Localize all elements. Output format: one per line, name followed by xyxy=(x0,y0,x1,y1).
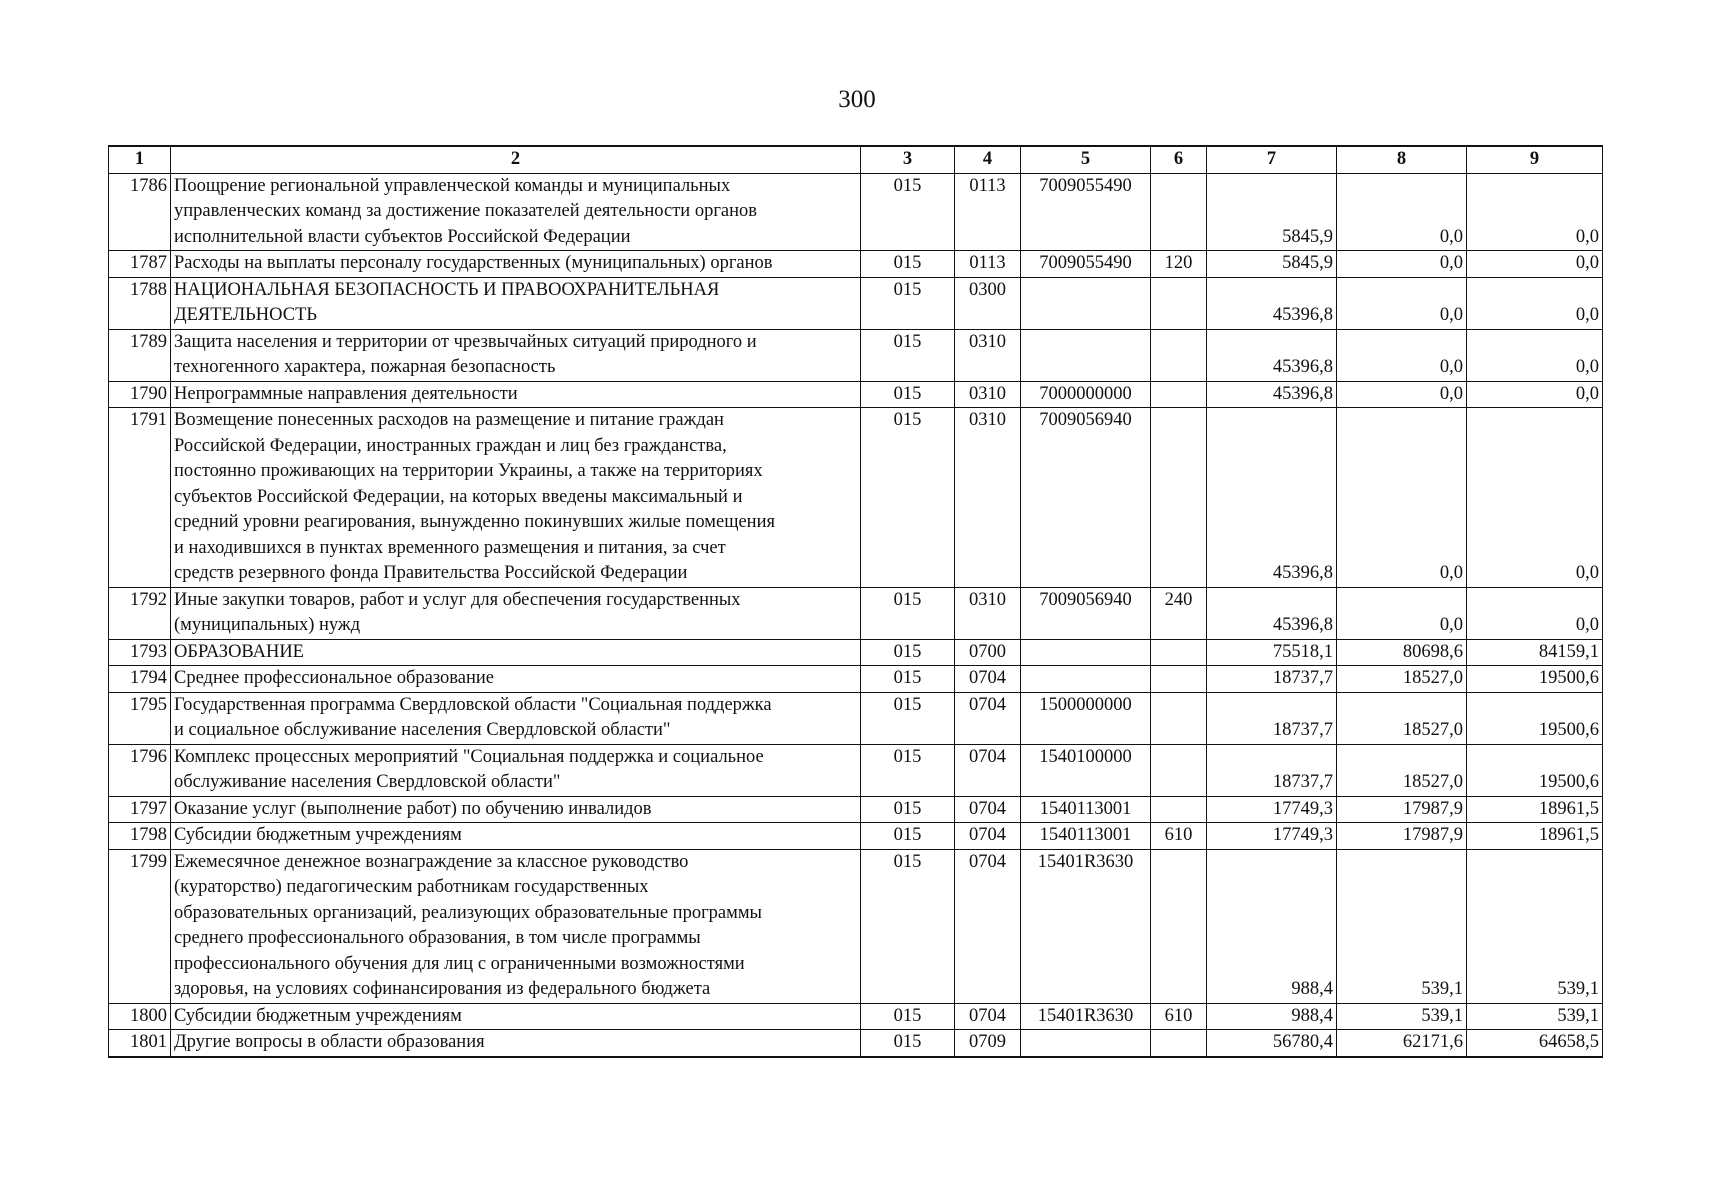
row-section-code: 0113 xyxy=(955,251,1021,278)
column-header: 5 xyxy=(1021,146,1151,173)
row-amount-col8: 0,0 xyxy=(1337,587,1467,639)
row-amount-col9: 19500,6 xyxy=(1467,744,1603,796)
row-amount-col7: 45396,8 xyxy=(1207,329,1337,381)
row-amount-col8: 0,0 xyxy=(1337,277,1467,329)
row-amount-col9: 84159,1 xyxy=(1467,639,1603,666)
row-number: 1793 xyxy=(109,639,171,666)
row-section-code: 0704 xyxy=(955,666,1021,693)
row-section-code: 0704 xyxy=(955,849,1021,1003)
row-description: Оказание услуг (выполнение работ) по обучению инвалидов xyxy=(171,796,861,823)
table-row xyxy=(109,1030,1603,1057)
row-expense-type: 610 xyxy=(1151,823,1207,850)
row-expense-type: 120 xyxy=(1151,251,1207,278)
row-expense-type xyxy=(1151,639,1207,666)
row-description: Возмещение понесенных расходов на размещение и питание граждан Российской Федерации, иностранных граждан и лиц без гражданства, постоянно проживающих на территории Украины, а также на территориях субъектов Российской Федерации, на которых введены максимальный и средний уровни реагирования, вынужденно покинувших жилые помещения и находившихся в пунктах временного размещения и питания, за счет средств резервного фонда Правительства Российской Федерации xyxy=(171,408,861,588)
row-expense-type xyxy=(1151,744,1207,796)
row-description: Субсидии бюджетным учреждениям xyxy=(171,823,861,850)
row-amount-col9: 0,0 xyxy=(1467,173,1603,251)
column-header: 1 xyxy=(109,146,171,173)
row-description: Комплекс процессных мероприятий "Социальная поддержка и социальное обслуживание населения Свердловской области" xyxy=(171,744,861,796)
row-expense-type xyxy=(1151,381,1207,408)
table-row xyxy=(109,1003,1603,1030)
row-amount-col8: 17987,9 xyxy=(1337,823,1467,850)
row-section-code: 0704 xyxy=(955,692,1021,744)
row-admin-code: 015 xyxy=(861,251,955,278)
budget-table xyxy=(108,145,1603,1058)
row-amount-col8: 539,1 xyxy=(1337,849,1467,1003)
row-admin-code: 015 xyxy=(861,408,955,588)
row-number: 1794 xyxy=(109,666,171,693)
row-admin-code: 015 xyxy=(861,329,955,381)
row-amount-col7: 18737,7 xyxy=(1207,744,1337,796)
column-header: 9 xyxy=(1467,146,1603,173)
row-amount-col8: 0,0 xyxy=(1337,173,1467,251)
row-amount-col7: 988,4 xyxy=(1207,849,1337,1003)
row-amount-col9: 0,0 xyxy=(1467,251,1603,278)
row-admin-code: 015 xyxy=(861,639,955,666)
row-description: Ежемесячное денежное вознаграждение за классное руководство (кураторство) педагогическим работникам государственных образовательных организаций, реализующих образовательные программы среднего профессионального образования, в том числе программы профессионального обучения для лиц с ограниченными возможностями здоровья, на условиях софинансирования из федерального бюджета xyxy=(171,849,861,1003)
row-section-code: 0310 xyxy=(955,381,1021,408)
row-amount-col9: 0,0 xyxy=(1467,329,1603,381)
table-row xyxy=(109,251,1603,278)
row-expense-type xyxy=(1151,666,1207,693)
row-description: Непрограммные направления деятельности xyxy=(171,381,861,408)
row-target-code: 15401R3630 xyxy=(1021,849,1151,1003)
row-target-code xyxy=(1021,666,1151,693)
row-description: Поощрение региональной управленческой команды и муниципальных управленческих команд за достижение показателей деятельности органов исполнительной власти субъектов Российской Федерации xyxy=(171,173,861,251)
row-number: 1792 xyxy=(109,587,171,639)
row-amount-col7: 56780,4 xyxy=(1207,1030,1337,1057)
row-admin-code: 015 xyxy=(861,173,955,251)
row-description: Расходы на выплаты персоналу государственных (муниципальных) органов xyxy=(171,251,861,278)
row-number: 1797 xyxy=(109,796,171,823)
row-amount-col9: 19500,6 xyxy=(1467,692,1603,744)
row-number: 1789 xyxy=(109,329,171,381)
table-row xyxy=(109,744,1603,796)
table-row xyxy=(109,277,1603,329)
row-admin-code: 015 xyxy=(861,744,955,796)
row-target-code: 15401R3630 xyxy=(1021,1003,1151,1030)
row-amount-col7: 75518,1 xyxy=(1207,639,1337,666)
row-expense-type xyxy=(1151,329,1207,381)
row-amount-col8: 0,0 xyxy=(1337,381,1467,408)
row-number: 1798 xyxy=(109,823,171,850)
row-amount-col7: 45396,8 xyxy=(1207,408,1337,588)
row-number: 1791 xyxy=(109,408,171,588)
row-amount-col9: 539,1 xyxy=(1467,849,1603,1003)
row-expense-type xyxy=(1151,692,1207,744)
row-number: 1799 xyxy=(109,849,171,1003)
row-number: 1795 xyxy=(109,692,171,744)
row-target-code: 7009056940 xyxy=(1021,587,1151,639)
row-section-code: 0704 xyxy=(955,823,1021,850)
row-description: Государственная программа Свердловской области "Социальная поддержка и социальное обслуживание населения Свердловской области" xyxy=(171,692,861,744)
row-target-code: 7000000000 xyxy=(1021,381,1151,408)
row-amount-col8: 18527,0 xyxy=(1337,666,1467,693)
row-admin-code: 015 xyxy=(861,1030,955,1057)
row-description: Субсидии бюджетным учреждениям xyxy=(171,1003,861,1030)
row-admin-code: 015 xyxy=(861,587,955,639)
table-row xyxy=(109,692,1603,744)
row-section-code: 0704 xyxy=(955,796,1021,823)
column-header: 3 xyxy=(861,146,955,173)
row-admin-code: 015 xyxy=(861,692,955,744)
row-amount-col8: 62171,6 xyxy=(1337,1030,1467,1057)
header-row xyxy=(109,146,1603,173)
table-row xyxy=(109,408,1603,588)
row-amount-col7: 5845,9 xyxy=(1207,251,1337,278)
column-header: 2 xyxy=(171,146,861,173)
row-target-code: 7009056940 xyxy=(1021,408,1151,588)
table-row xyxy=(109,329,1603,381)
row-amount-col9: 18961,5 xyxy=(1467,796,1603,823)
row-admin-code: 015 xyxy=(861,1003,955,1030)
row-number: 1800 xyxy=(109,1003,171,1030)
row-amount-col7: 988,4 xyxy=(1207,1003,1337,1030)
row-target-code xyxy=(1021,329,1151,381)
row-description: Среднее профессиональное образование xyxy=(171,666,861,693)
table-row xyxy=(109,823,1603,850)
row-amount-col9: 0,0 xyxy=(1467,277,1603,329)
row-section-code: 0113 xyxy=(955,173,1021,251)
table-row xyxy=(109,849,1603,1003)
row-target-code: 1540113001 xyxy=(1021,796,1151,823)
table-row xyxy=(109,587,1603,639)
row-amount-col7: 5845,9 xyxy=(1207,173,1337,251)
row-section-code: 0300 xyxy=(955,277,1021,329)
row-amount-col7: 45396,8 xyxy=(1207,587,1337,639)
row-admin-code: 015 xyxy=(861,823,955,850)
row-section-code: 0704 xyxy=(955,744,1021,796)
row-section-code: 0310 xyxy=(955,587,1021,639)
row-target-code xyxy=(1021,1030,1151,1057)
row-admin-code: 015 xyxy=(861,381,955,408)
row-description: НАЦИОНАЛЬНАЯ БЕЗОПАСНОСТЬ И ПРАВООХРАНИТЕЛЬНАЯ ДЕЯТЕЛЬНОСТЬ xyxy=(171,277,861,329)
table-row xyxy=(109,666,1603,693)
row-target-code xyxy=(1021,639,1151,666)
row-number: 1796 xyxy=(109,744,171,796)
row-description: Иные закупки товаров, работ и услуг для обеспечения государственных (муниципальных) нужд xyxy=(171,587,861,639)
row-expense-type: 610 xyxy=(1151,1003,1207,1030)
row-number: 1788 xyxy=(109,277,171,329)
row-number: 1790 xyxy=(109,381,171,408)
row-target-code: 1500000000 xyxy=(1021,692,1151,744)
page-number: 300 xyxy=(838,86,876,113)
row-amount-col7: 18737,7 xyxy=(1207,692,1337,744)
row-target-code: 7009055490 xyxy=(1021,173,1151,251)
row-expense-type xyxy=(1151,277,1207,329)
row-amount-col9: 0,0 xyxy=(1467,381,1603,408)
row-amount-col8: 0,0 xyxy=(1337,251,1467,278)
column-header: 4 xyxy=(955,146,1021,173)
row-number: 1786 xyxy=(109,173,171,251)
row-section-code: 0310 xyxy=(955,408,1021,588)
row-amount-col8: 0,0 xyxy=(1337,329,1467,381)
row-amount-col7: 18737,7 xyxy=(1207,666,1337,693)
row-admin-code: 015 xyxy=(861,277,955,329)
row-expense-type xyxy=(1151,849,1207,1003)
row-amount-col9: 19500,6 xyxy=(1467,666,1603,693)
row-description: ОБРАЗОВАНИЕ xyxy=(171,639,861,666)
table-row xyxy=(109,796,1603,823)
row-admin-code: 015 xyxy=(861,849,955,1003)
table-row xyxy=(109,381,1603,408)
row-amount-col7: 45396,8 xyxy=(1207,277,1337,329)
row-amount-col9: 539,1 xyxy=(1467,1003,1603,1030)
row-description: Другие вопросы в области образования xyxy=(171,1030,861,1057)
row-target-code xyxy=(1021,277,1151,329)
column-header: 6 xyxy=(1151,146,1207,173)
row-amount-col7: 17749,3 xyxy=(1207,823,1337,850)
row-target-code: 7009055490 xyxy=(1021,251,1151,278)
row-expense-type xyxy=(1151,796,1207,823)
row-amount-col7: 17749,3 xyxy=(1207,796,1337,823)
row-section-code: 0700 xyxy=(955,639,1021,666)
row-number: 1787 xyxy=(109,251,171,278)
row-expense-type xyxy=(1151,1030,1207,1057)
row-amount-col9: 0,0 xyxy=(1467,587,1603,639)
row-amount-col8: 80698,6 xyxy=(1337,639,1467,666)
row-admin-code: 015 xyxy=(861,666,955,693)
table-body xyxy=(109,173,1603,1057)
row-section-code: 0709 xyxy=(955,1030,1021,1057)
table-row xyxy=(109,173,1603,251)
row-amount-col8: 17987,9 xyxy=(1337,796,1467,823)
row-expense-type xyxy=(1151,173,1207,251)
row-amount-col9: 0,0 xyxy=(1467,408,1603,588)
row-expense-type: 240 xyxy=(1151,587,1207,639)
row-number: 1801 xyxy=(109,1030,171,1057)
row-section-code: 0310 xyxy=(955,329,1021,381)
row-amount-col8: 539,1 xyxy=(1337,1003,1467,1030)
row-target-code: 1540113001 xyxy=(1021,823,1151,850)
row-amount-col8: 18527,0 xyxy=(1337,692,1467,744)
row-expense-type xyxy=(1151,408,1207,588)
row-target-code: 1540100000 xyxy=(1021,744,1151,796)
row-admin-code: 015 xyxy=(861,796,955,823)
row-amount-col9: 64658,5 xyxy=(1467,1030,1603,1057)
row-amount-col8: 18527,0 xyxy=(1337,744,1467,796)
row-amount-col7: 45396,8 xyxy=(1207,381,1337,408)
row-description: Защита населения и территории от чрезвычайных ситуаций природного и техногенного характера, пожарная безопасность xyxy=(171,329,861,381)
column-header: 7 xyxy=(1207,146,1337,173)
row-section-code: 0704 xyxy=(955,1003,1021,1030)
row-amount-col8: 0,0 xyxy=(1337,408,1467,588)
row-amount-col9: 18961,5 xyxy=(1467,823,1603,850)
table-row xyxy=(109,639,1603,666)
column-header: 8 xyxy=(1337,146,1467,173)
